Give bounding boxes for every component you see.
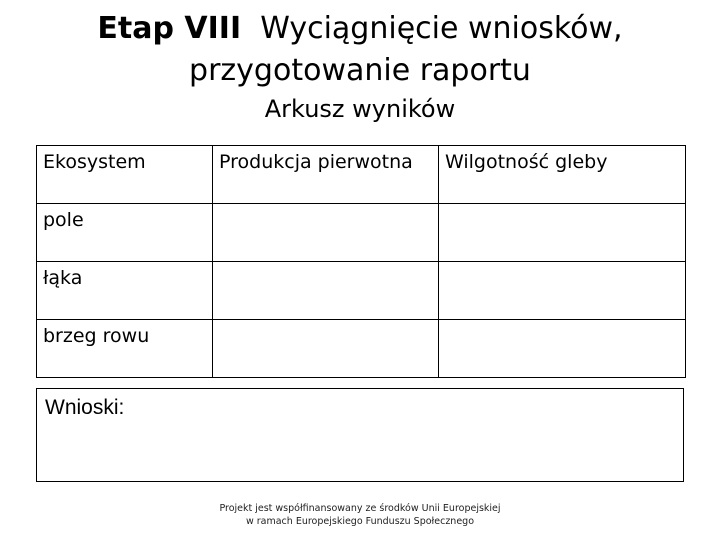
- table-row: [37, 320, 686, 378]
- moisture-cell[interactable]: [439, 320, 686, 378]
- funding-footer: [200, 502, 520, 528]
- column-header-soil-moisture: Wilgotność gleby: [439, 146, 686, 204]
- footer-line-1: Projekt jest współfinansowany ze środków Unii Europejskiej: [219, 503, 501, 514]
- table-header-row: [37, 146, 686, 204]
- column-header-ecosystem: Ekosystem: [37, 146, 213, 204]
- conclusions-box[interactable]: [36, 388, 684, 482]
- title-stage: Etap VIII: [97, 11, 242, 46]
- moisture-cell[interactable]: [439, 204, 686, 262]
- title-line-1-text: Wyciągnięcie wniosków,: [260, 11, 623, 46]
- worksheet-subtitle: Arkusz wyników: [264, 95, 456, 123]
- results-table: [36, 145, 686, 378]
- footer-line-2: w ramach Europejskiego Funduszu Społecznego: [245, 516, 475, 527]
- column-header-primary-production: Produkcja pierwotna: [213, 146, 439, 204]
- table-row: [37, 204, 686, 262]
- table-row: [37, 262, 686, 320]
- page-title: [0, 8, 720, 92]
- ecosystem-cell: pole: [37, 204, 213, 262]
- title-line-1: [0, 8, 720, 50]
- production-cell[interactable]: [213, 320, 439, 378]
- production-cell[interactable]: [213, 262, 439, 320]
- conclusions-label: Wnioski:: [45, 396, 125, 419]
- production-cell[interactable]: [213, 204, 439, 262]
- ecosystem-cell: łąka: [37, 262, 213, 320]
- ecosystem-cell: brzeg rowu: [37, 320, 213, 378]
- moisture-cell[interactable]: [439, 262, 686, 320]
- title-line-2: przygotowanie raportu: [189, 53, 531, 88]
